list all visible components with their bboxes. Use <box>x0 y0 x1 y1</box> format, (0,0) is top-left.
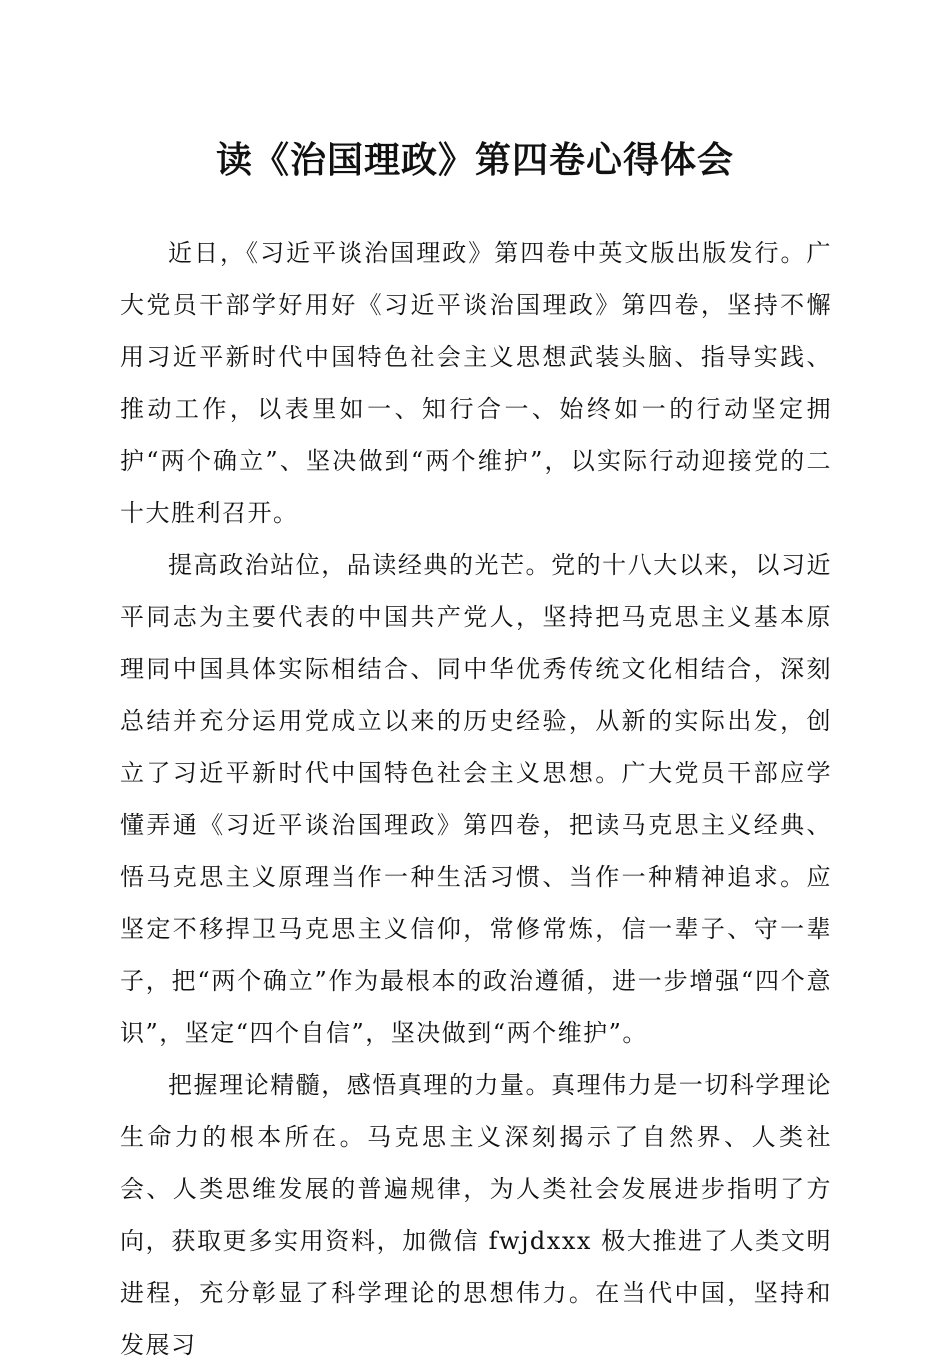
document-body <box>120 227 832 1371</box>
paragraph-theory-essence: 把握理论精髓，感悟真理的力量。真理伟力是一切科学理论生命力的根本所在。马克思主义深刻揭示了自然界、人类社会、人类思维发展的普遍规律，为人类社会发展进步指明了方向，获取更多实用资料，加微信 fwjdxxx 极大推进了人类文明进程，充分彰显了科学理论的思想伟力。在当代中国，坚持和发展习 <box>120 1071 832 1359</box>
paragraph-intro: 近日，《习近平谈治国理政》第四卷中英文版出版发行。广大党员干部学好用好《习近平谈治国理政》第四卷，坚持不懈用习近平新时代中国特色社会主义思想武装头脑、指导实践、推动工作，以表里如一、知行合一、始终如一的行动坚定拥护“两个确立”、坚决做到“两个维护”，以实际行动迎接党的二十大胜利召开。 <box>120 239 832 527</box>
paragraph-political-stance: 提高政治站位，品读经典的光芒。党的十八大以来，以习近平同志为主要代表的中国共产党人，坚持把马克思主义基本原理同中国具体实际相结合、同中华优秀传统文化相结合，深刻总结并充分运用党成立以来的历史经验，从新的实际出发，创立了习近平新时代中国特色社会主义思想。广大党员干部应学懂弄通《习近平谈治国理政》第四卷，把读马克思主义经典、悟马克思主义原理当作一种生活习惯、当作一种精神追求。应坚定不移捍卫马克思主义信仰，常修常炼，信一辈子、守一辈子，把“两个确立”作为最根本的政治遵循，进一步增强“四个意识”，坚定“四个自信”，坚决做到“两个维护”。 <box>120 551 832 1047</box>
document-title: 读《治国理政》第四卷心得体会 <box>215 139 734 181</box>
